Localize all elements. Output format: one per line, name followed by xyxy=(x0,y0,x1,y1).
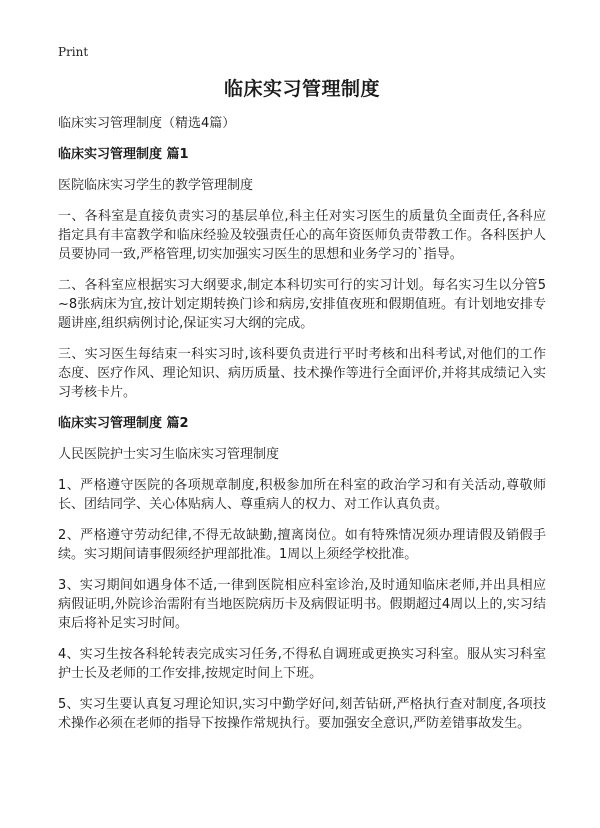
section-heading-2: 临床实习管理制度 篇2 xyxy=(58,416,189,431)
document-title: 临床实习管理制度 xyxy=(223,78,380,100)
section-2-paragraph-2: 2、严格遵守劳动纪律,不得无故缺勤,擅离岗位。如有特殊情况须办理请假及销假手续。实习期间请事假须经护理部批准。1周以上须经学校批准。 xyxy=(58,528,546,562)
section-1-paragraph-1: 一、各科室是直接负责实习的基层单位,科主任对实习医生的质量负全面责任,各科应指定具有丰富教学和临床经验及较强责任心的高年资医师负责带教工作。各科医护人员要协同一致,严格管理,切实加强实习医生的思想和业务学习的`指导。 xyxy=(58,209,546,262)
section-2-paragraph-3: 3、实习期间如遇身体不适,一律到医院相应科室诊治,及时通知临床老师,并出具相应病假证明,外院诊治需附有当地医院病历卡及病假证明书。假期超过4周以上的,实习结束后将补足实习时间。 xyxy=(58,578,546,631)
print-link[interactable]: Print xyxy=(58,45,89,59)
document-subtitle: 临床实习管理制度（精选4篇） xyxy=(58,116,236,131)
section-1-paragraph-3: 三、实习医生每结束一科实习时,该科要负责进行平时考核和出科考试,对他们的工作态度、医疗作风、理论知识、病历质量、技术操作等进行全面评价,并将其成绩记入实习考核卡片。 xyxy=(58,347,546,400)
section-lead-1: 医院临床实习学生的教学管理制度 xyxy=(58,178,254,193)
section-2-paragraph-4: 4、实习生按各科轮转表完成实习任务,不得私自调班或更换实习科室。服从实习科室护士长及老师的工作安排,按规定时间上下班。 xyxy=(58,647,546,681)
section-lead-2: 人民医院护士实习生临床实习管理制度 xyxy=(58,447,280,462)
section-1-paragraph-2: 二、各科室应根据实习大纲要求,制定本科切实可行的实习计划。每名实习生以分管5~8张病床为宜,按计划定期转换门诊和病房,安排值夜班和假期值班。有计划地安排专题讲座,组织病例讨论,保证实习大纲的完成。 xyxy=(58,278,546,331)
section-2-paragraph-5: 5、实习生要认真复习理论知识,实习中勤学好问,刻苦钻研,严格执行查对制度,各项技术操作必须在老师的指导下按操作常规执行。要加强安全意识,严防差错事故发生。 xyxy=(58,697,546,731)
section-heading-1: 临床实习管理制度 篇1 xyxy=(58,147,189,162)
section-2-paragraph-1: 1、严格遵守医院的各项规章制度,积极参加所在科室的政治学习和有关活动,尊敬师长、团结同学、关心体贴病人、尊重病人的权力、对工作认真负责。 xyxy=(58,478,546,512)
